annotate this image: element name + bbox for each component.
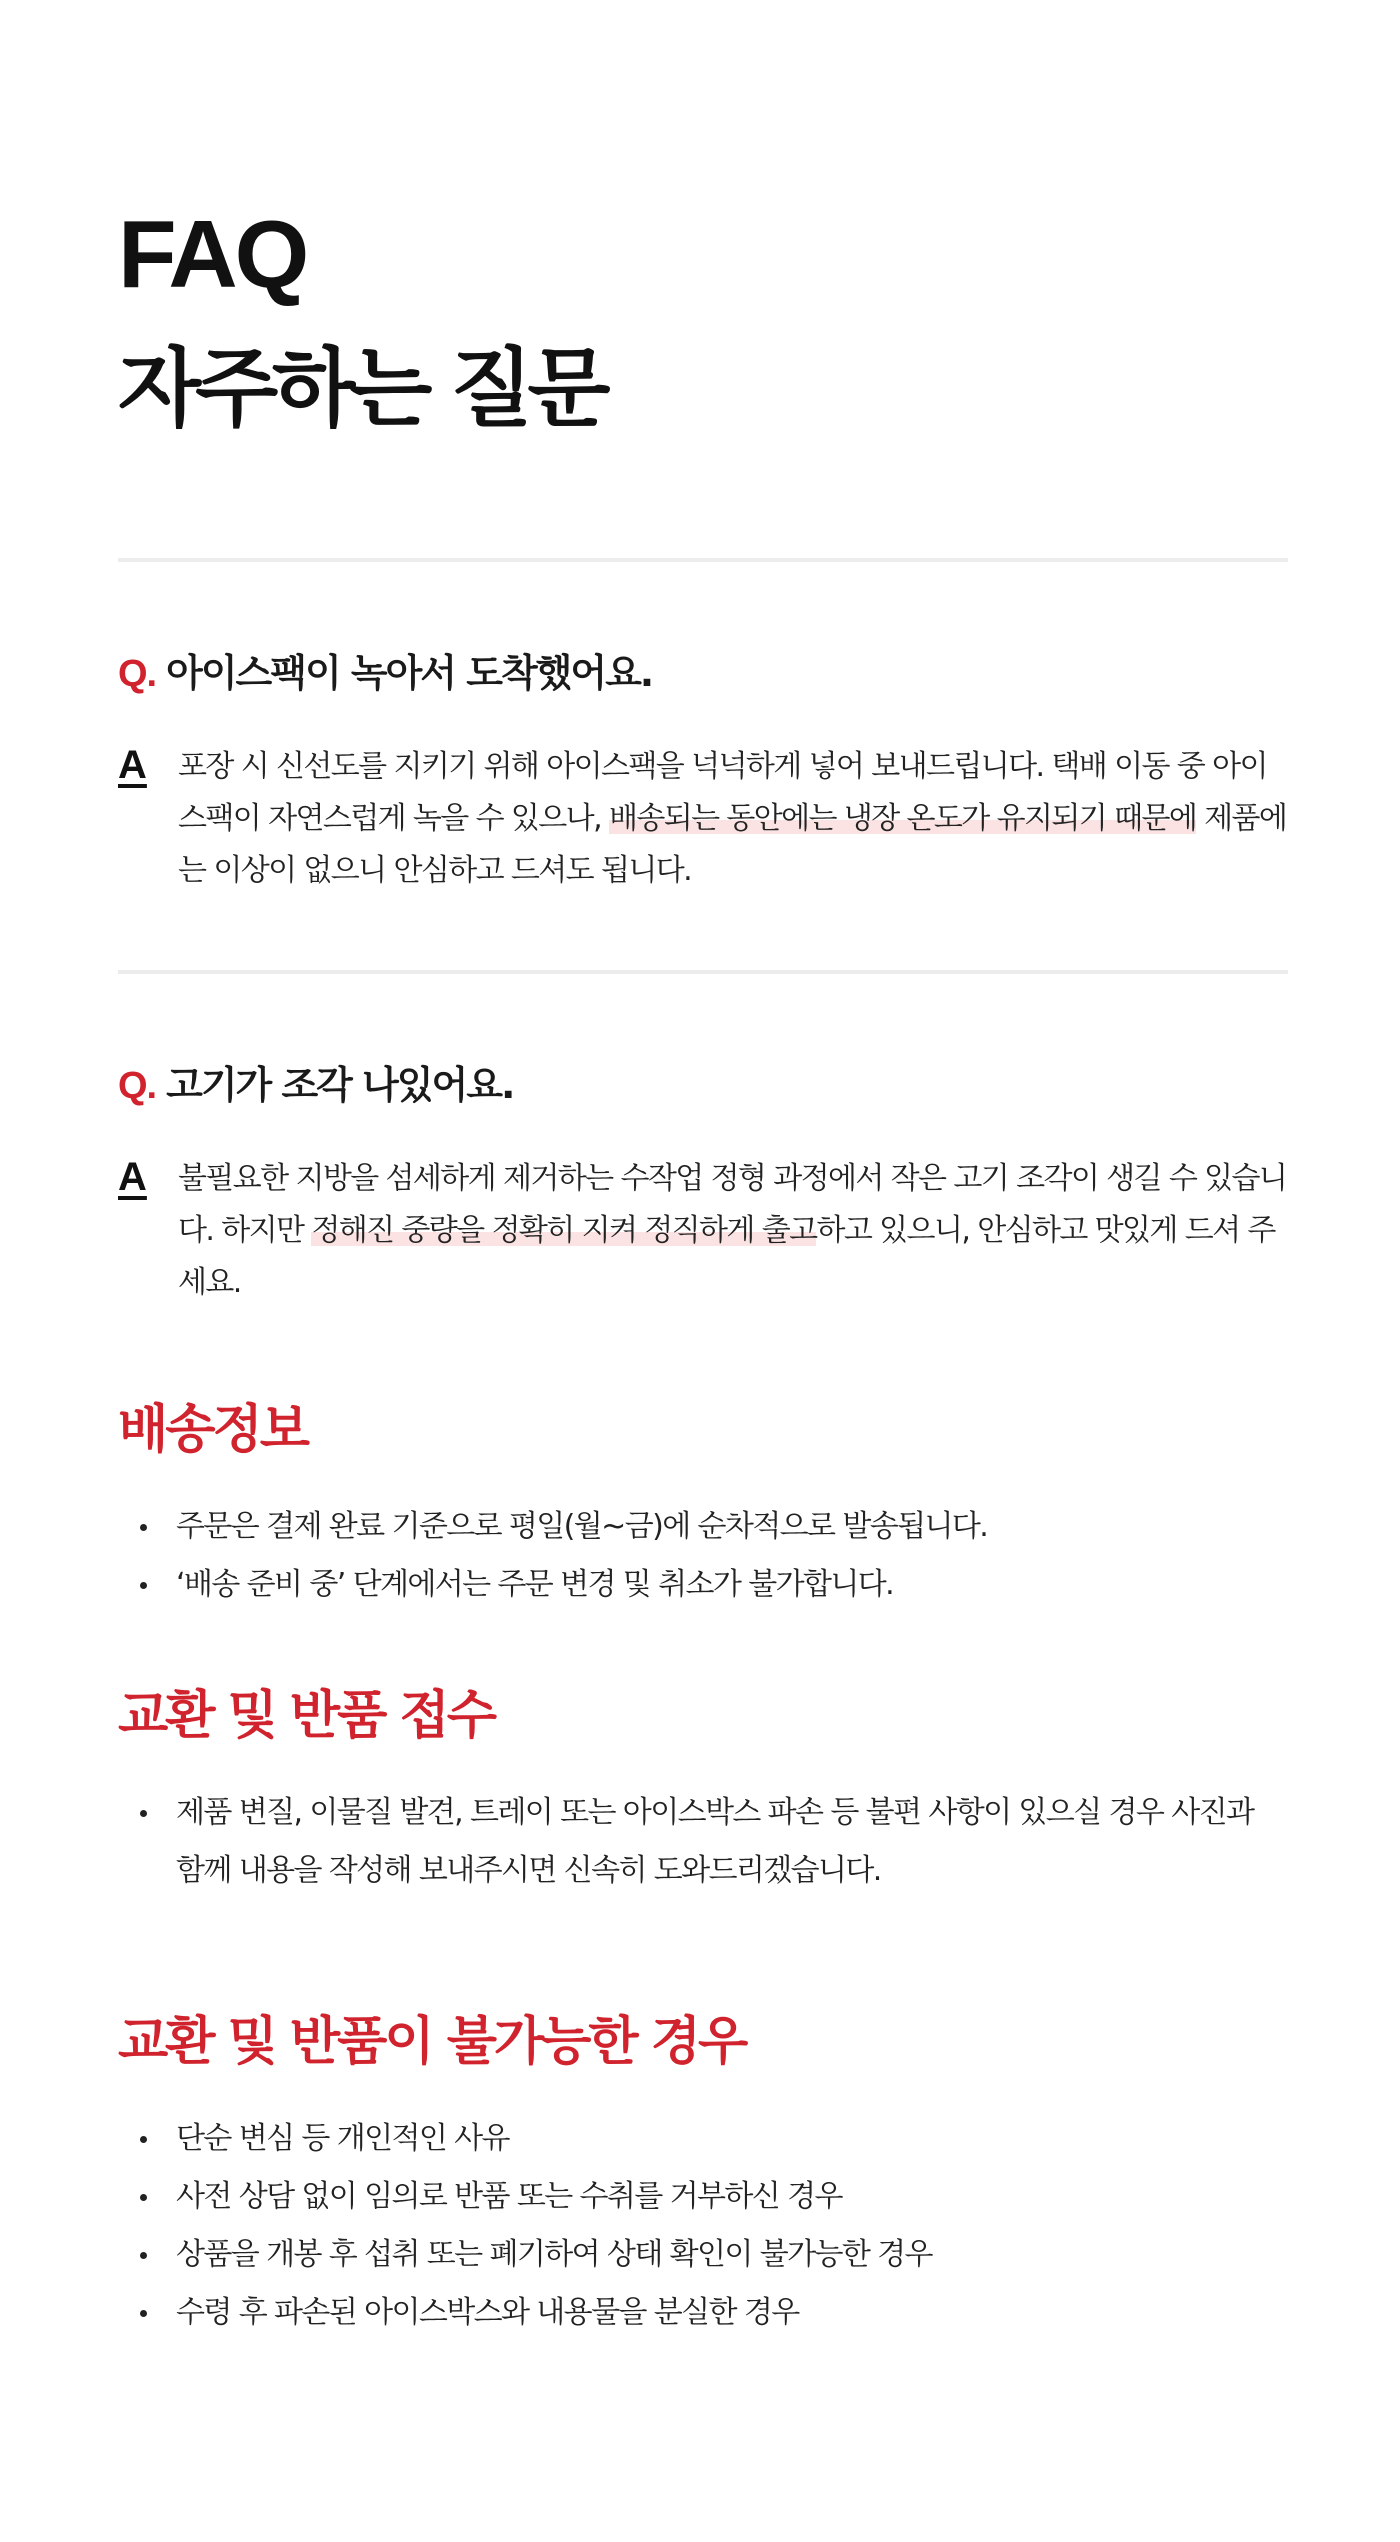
faq-header bbox=[118, 200, 604, 454]
faq-label: FAQ bbox=[118, 201, 307, 308]
bullet-list bbox=[118, 2110, 1288, 2342]
question-text: 고기가 조각 나있어요. bbox=[166, 1063, 514, 1107]
question-text: 아이스팩이 녹아서 도착했어요. bbox=[166, 651, 653, 695]
list-item-text: 수령 후 파손된 아이스박스와 내용물을 분실한 경우 bbox=[176, 2295, 799, 2330]
list-item bbox=[118, 1556, 1288, 1614]
bullet-list bbox=[118, 1498, 1288, 1614]
list-item bbox=[118, 2168, 1288, 2226]
bullet-icon bbox=[140, 2136, 147, 2143]
bullet-icon bbox=[140, 2194, 147, 2201]
bullet-list bbox=[118, 1784, 1288, 1900]
answer-text bbox=[178, 741, 1288, 897]
bullet-icon bbox=[140, 2310, 147, 2317]
answer-mark: A bbox=[118, 743, 147, 787]
answer-text-part: 불필요한 지방을 섬세하게 제거하는 수작업 정형 과정에서 작은 고기 조각이 생길 수 있습니다. 하지만 bbox=[178, 1161, 1287, 1248]
page-title: 자주하는 질문 bbox=[118, 339, 605, 439]
faq-question bbox=[118, 648, 1288, 699]
faq-question bbox=[118, 1060, 1288, 1111]
question-mark: Q. bbox=[118, 1065, 157, 1107]
answer-text-part: 하고 있으니, 안심하고 맛있게 드셔 주세요. bbox=[178, 1213, 1275, 1300]
answer-text-part: 제품에는 이상이 없으니 안심하고 드셔도 됩니다. bbox=[178, 801, 1287, 888]
question-mark: Q. bbox=[118, 653, 157, 695]
answer-text bbox=[178, 1153, 1288, 1309]
answer-text-part: 포장 시 신선도를 지키기 위해 아이스팩을 넉넉하게 넣어 보내드립니다. 택배 이동 중 아이스팩이 자연스럽게 녹을 수 있으나, bbox=[178, 749, 1267, 836]
section-title: 배송정보 bbox=[118, 1400, 307, 1460]
list-item bbox=[118, 2226, 1288, 2284]
bullet-icon bbox=[140, 1524, 147, 1531]
divider bbox=[118, 970, 1288, 974]
section-title: 교환 및 반품 접수 bbox=[118, 1686, 494, 1746]
section-shipping-info bbox=[118, 1398, 1288, 1614]
faq-answer bbox=[118, 741, 1288, 897]
bullet-icon bbox=[140, 1582, 147, 1589]
bullet-icon bbox=[140, 2252, 147, 2259]
list-item-text: 상품을 개봉 후 섭취 또는 폐기하여 상태 확인이 불가능한 경우 bbox=[176, 2237, 932, 2272]
list-item bbox=[118, 2110, 1288, 2168]
divider bbox=[118, 558, 1288, 562]
list-item bbox=[118, 2284, 1288, 2342]
section-title: 교환 및 반품이 불가능한 경우 bbox=[118, 2012, 746, 2072]
bullet-icon bbox=[140, 1810, 147, 1817]
list-item bbox=[118, 1784, 1288, 1900]
faq-item bbox=[118, 648, 1288, 897]
faq-item bbox=[118, 1060, 1288, 1309]
answer-highlight: 정해진 중량을 정확히 지켜 정직하게 출고 bbox=[311, 1213, 817, 1248]
section-exchange-return bbox=[118, 1684, 1288, 1900]
answer-highlight: 배송되는 동안에는 냉장 온도가 유지되기 때문에 bbox=[608, 801, 1197, 836]
list-item-text: 제품 변질, 이물질 발견, 트레이 또는 아이스박스 파손 등 불편 사항이 있으실 경우 사진과 함께 내용을 작성해 보내주시면 신속히 도와드리겠습니다. bbox=[176, 1795, 1254, 1888]
list-item-text: 주문은 결제 완료 기준으로 평일(월~금)에 순차적으로 발송됩니다. bbox=[176, 1509, 988, 1544]
answer-mark: A bbox=[118, 1155, 147, 1199]
section-no-exchange bbox=[118, 2010, 1288, 2342]
faq-answer bbox=[118, 1153, 1288, 1309]
list-item-text: 사전 상담 없이 임의로 반품 또는 수취를 거부하신 경우 bbox=[176, 2179, 842, 2214]
list-item-text: ‘배송 준비 중’ 단계에서는 주문 변경 및 취소가 불가합니다. bbox=[176, 1567, 894, 1602]
list-item bbox=[118, 1498, 1288, 1556]
list-item-text: 단순 변심 등 개인적인 사유 bbox=[176, 2121, 509, 2156]
